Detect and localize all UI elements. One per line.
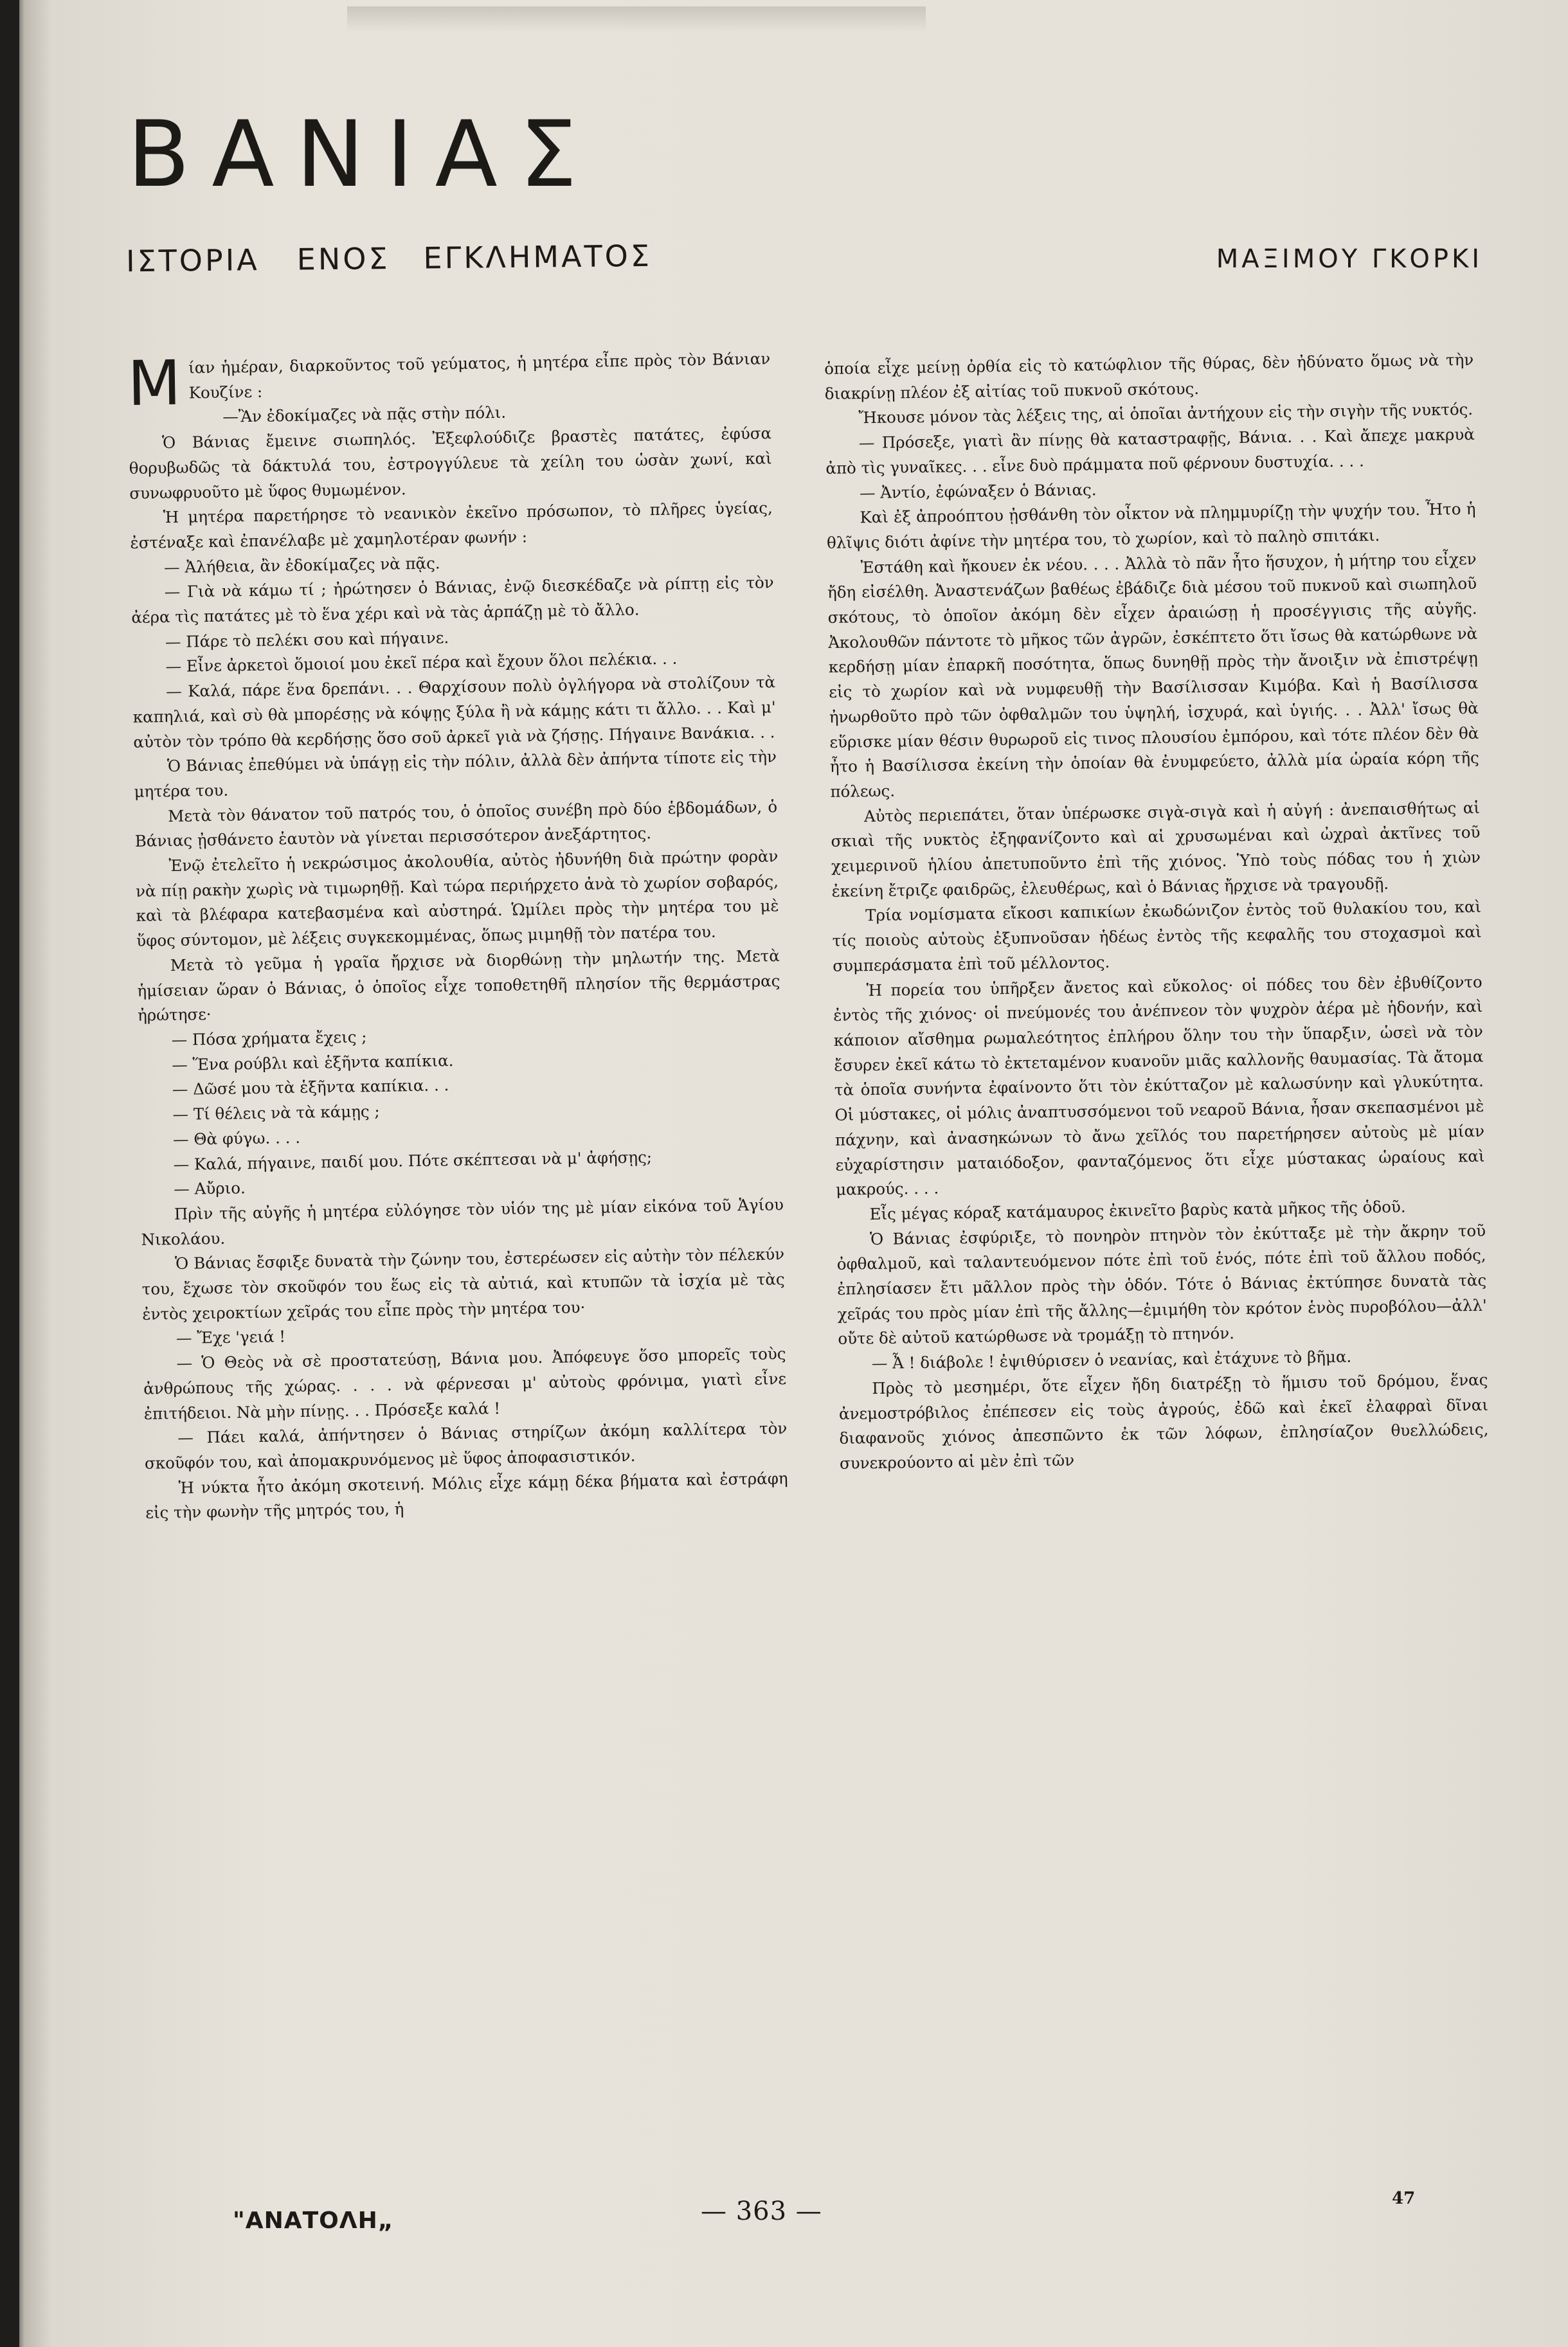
paragraph: Πρὸς τὸ μεσημέρι, ὅτε εἶχεν ἤδη διατρέξῃ τὸ ἥμισυ τοῦ δρόμου, ἕνας ἀνεμοστρόβιλος ἐπέπεσεν εἰς τοὺς ἀγρούς, ἐδῶ καὶ ἐκεῖ ἐλαφραὶ δῖναι διαφανοῦς χιόνος ἀπεσπῶντο ἐκ τῶν λόφων, ἐπλησίαζον θυελλώδεις, συνεκρούοντο αἱ μὲν ἐπὶ τῶν: [838, 1370, 1489, 1473]
paragraph: — Ἀλήθεια, ἂν ἐδοκίμαζες νὰ πᾷς.: [163, 553, 440, 577]
paragraph: ὁποία εἶχε μείνῃ ὀρθία εἰς τὸ κατώφλιον τῆς θύρας, δὲν ἠδύνατο ὅμως νὰ τὴν διακρίνῃ πλέον ἐξ αἰτίας τοῦ πυκνοῦ σκότους.: [824, 350, 1474, 403]
paragraph: — Ἔχε 'γειά !: [176, 1327, 286, 1348]
drop-cap: Μ: [127, 346, 182, 420]
left-text-column: [127, 346, 788, 1526]
paragraph: — Ἀντίο, ἐφώναξεν ὁ Βάνιας.: [859, 480, 1097, 502]
subtitle-word-1: ΙΣΤΟΡΙΑ: [125, 242, 260, 279]
paragraph: Ἡ μητέρα παρετήρησε τὸ νεανικὸν ἐκεῖνο πρόσωπον, τὸ πλῆρες ὑγείας, ἐστέναξε καὶ ἐπανέλαβε μὲ χαμηλοτέραν φωνήν :: [130, 498, 773, 552]
paragraph: Ἡ πορεία του ὑπῆρξεν ἄνετος καὶ εὔκολος· οἱ πόδες του δὲν ἐβυθίζοντο ἐντὸς τῆς χιόνος· οἱ πνεύμονές του ἀνέπνεον τὸν ψυχρὸν ἀέρα μὲ ἡδονήν, καὶ κάποιον αἴσθημα ρωμαλεότητος ἐπλήρου ὅλην του τὴν ὕπαρξιν, ὡσεὶ νὰ τὸν ἔσυρεν ἐκεῖ κάτω τὸ ἐκτεταμένον κυανοῦν μιᾶς καλλονῆς θαυμασίας. Τὰ ἄτομα τὰ ὁποῖα συνήντα ἐφαίνοντο ὅτι τὸν ἐκύτταζον μὲ καλωσύνην καὶ γλυκύτητα. Οἱ μύστακες, οἱ μόλις ἀναπτυσσόμενοι τοῦ νεαροῦ Βάνια, ἦσαν σκεπασμένοι μὲ πάχνην, καὶ ἀνασηκώνων τὸ ἄνω χεῖλός του παρετήρησεν αὐτοὺς μὲ μίαν εὐχαρίστησιν ματαιόδοξον, φανταζόμενος ὅτι εἶχε μύστακας ὡραίους καὶ μακρούς. . . .: [833, 972, 1485, 1200]
paragraph: —Ἂν ἐδοκίμαζες νὰ πᾷς στὴν πόλι.: [222, 403, 507, 427]
magazine-name: "ΑΝΑΤΟΛΗ„: [233, 2208, 394, 2234]
paragraph: — Πάρε τὸ πελέκι σου καὶ πήγαινε.: [165, 627, 449, 651]
paragraph: — Πάει καλά, ἀπήντησεν ὁ Βάνιας στηρίζων ἀκόμη καλλίτερα τὸν σκοῦφόν του, καὶ ἀπομακρυνόμενος μὲ ὕφος ἀποφασιστικόν.: [144, 1419, 788, 1473]
paragraph: — Γιὰ νὰ κάμω τί ; ἠρώτησεν ὁ Βάνιας, ἐνῷ διεσκέδαζε νὰ ρίπτῃ εἰς τὸν ἀέρα τὶς πατάτες μὲ τὸ ἕνα χέρι καὶ νὰ τὰς ἁρπάζῃ μὲ τὸ ἄλλο.: [131, 573, 774, 627]
paragraph: — Αὔριο.: [174, 1178, 246, 1199]
paragraph: Αὐτὸς περιεπάτει, ὅταν ὑπέρωσκε σιγὰ-σιγὰ καὶ ἡ αὐγή : ἀνεπαισθήτως αἱ σκιαὶ τῆς νυκτὸς ἐξηφανίζοντο καὶ αἱ χρυσωμέναι καὶ ὠχραὶ ἀκτῖνες τοῦ χειμερινοῦ ἡλίου ἀπετυποῦντο ἐπὶ τῆς χιόνος. Ὑπὸ τοὺς πόδας του ἡ χιὼν ἐκείνη ἔτριζε φαιδρῶς, ἐλευθέρως, καὶ ὁ Βάνιας ἤρχισε νὰ τραγουδῇ.: [831, 798, 1481, 901]
story-subtitle: [126, 238, 652, 279]
paragraph: Τρία νομίσματα εἴκοσι καπικίων ἐκωδώνιζον ἐντὸς τοῦ θυλακίου του, καὶ τίς ποιοὺς αὐτοὺς ἐξυπνοῦσαν ἡδέως ἐντὸς τῆς κεφαλῆς του στοχασμοὶ καὶ συμπεράσματα ἐπὶ τοῦ μέλλοντος.: [832, 897, 1482, 975]
paragraph: — Ἆ ! διάβολε ! ἐψιθύρισεν ὁ νεανίας, καὶ ἐτάχυνε τὸ βῆμα.: [871, 1347, 1352, 1373]
paragraph: Ἐνῷ ἐτελεῖτο ἡ νεκρώσιμος ἀκολουθία, αὐτὸς ἠδυνήθη διὰ πρώτην φορὰν νὰ πίῃ ρακὴν χωρὶς νὰ τιμωρηθῇ. Καὶ τώρα περιήρχετο ἀνὰ τὸ χωρίον σοβαρός, καὶ τὰ βλέφαρα κατεβασμένα καὶ αὐστηρά. Ὡμίλει πρὸς τὴν μητέρα του μὲ ὕφος σύντομον, μὲ λέξεις συγκεκομμένας, ὅπως μιμηθῇ τὸν πατέρα του.: [135, 847, 779, 951]
paragraph: Μετὰ τὸν θάνατον τοῦ πατρός του, ὁ ὁποῖος συνέβη πρὸ δύο ἑβδομάδων, ὁ Βάνιας ᾐσθάνετο ἑαυτὸν νὰ γίνεται περισσότερον ἀνεξάρτητος.: [134, 796, 778, 851]
paragraph: Μετὰ τὸ γεῦμα ἡ γραῖα ἤρχισε νὰ διορθώνῃ τὴν μηλωτήν της. Μετὰ ἡμίσειαν ὥραν ὁ Βάνιας, ὁ ὁποῖος εἶχε τοποθετηθῆ πλησίον τῆς θερμάστρας ἠρώτησε·: [137, 946, 780, 1025]
paragraph: — Τί θέλεις νὰ τὰ κάμῃς ;: [172, 1102, 380, 1124]
paragraph: Ὁ Βάνιας ἔμεινε σιωπηλός. Ἐξεφλούδιζε βραστὲς πατάτες, ἐφύσα θορυβωδῶς τὰ δάκτυλά του, ἐστρογγύλευε τὰ χείλη του ὡσὰν χωνί, καὶ συνωφρυοῦτο μὲ ὕφος θυμωμένον.: [129, 424, 772, 503]
paragraph: — Θὰ φύγω. . . .: [172, 1128, 301, 1149]
marginal-number: 47: [1392, 2189, 1416, 2208]
paragraph: Ὁ Βάνιας ἔσφιξε δυνατὰ τὴν ζώνην του, ἐστερέωσεν εἰς αὐτὴν τὸν πέλεκύν του, ἔχωσε τὸν σκοῦφόν του ἕως εἰς τὰ αὐτιά, καὶ κτυπῶν τὰ ἰσχία μὲ τὰς ἐντὸς χειροκτίων χεῖράς του εἶπε πρὸς τὴν μητέρα του·: [141, 1245, 785, 1324]
paragraph: Ἡ νύκτα ἦτο ἀκόμη σκοτεινή. Μόλις εἶχε κάμῃ δέκα βήματα καὶ ἐστράφη εἰς τὴν φωνὴν τῆς μητρός του, ἡ: [145, 1468, 788, 1523]
paragraph: Πρὶν τῆς αὐγῆς ἡ μητέρα εὐλόγησε τὸν υἱόν της μὲ μίαν εἰκόνα τοῦ Ἁγίου Νικολάου.: [141, 1195, 784, 1249]
paragraph: — Ἕνα ρούβλι καὶ ἑξῆντα καπίκια.: [172, 1050, 454, 1074]
paragraph: — Πρόσεξε, γιατὶ ἂν πίνῃς θὰ καταστραφῇς, Βάνια. . . Καὶ ἄπεχε μακρυὰ ἀπὸ τὶς γυναῖκες. . . εἶνε δυὸ πράμματα ποῦ φέρνουν δυστυχία. . . .: [825, 424, 1475, 478]
paragraph: Καὶ ἐξ ἀπροόπτου ᾐσθάνθη τὸν οἶκτον νὰ πλημμυρίζῃ τὴν ψυχήν του. Ἦτο ἡ θλῖψις διότι ἀφίνε τὴν μητέρα του, τὸ χωρίον, καὶ τὸ παληὸ σπιτάκι.: [826, 499, 1476, 552]
paragraph: Εἷς μέγας κόραξ κατάμαυρος ἐκινεῖτο βαρὺς κατὰ μῆκος τῆς ὁδοῦ.: [869, 1197, 1406, 1224]
paragraph: — Καλά, πάρε ἕνα δρεπάνι. . . Θαρχίσουν πολὺ ὀγλήγορα νὰ στολίζουν τὰ καπηλιά, καὶ σὺ θὰ μπορέσῃς νὰ κόψῃς ξύλα ἢ νὰ κάμῃς κάτι τι ἄλλο. . . Καὶ μ' αὐτὸν τὸν τρόπο θὰ κερδήσῃς ὅσο σοῦ ἀρκεῖ γιὰ νὰ ζήσῃς. Πήγαινε Βανάκια. . .: [132, 672, 776, 751]
binding-gutter: [0, 0, 19, 2347]
paragraph: Ἤκουσε μόνον τὰς λέξεις της, αἱ ὁποῖαι ἀντήχουν εἰς τὴν σιγὴν τῆς νυκτός.: [858, 400, 1473, 427]
paragraph: Ἐστάθη καὶ ἤκουεν ἐκ νέου. . . . Ἀλλὰ τὸ πᾶν ἦτο ἥσυχον, ἡ μήτηρ του εἶχεν ἤδη εἰσέλθη. Ἀναστενάζων βαθέως ἐβάδιζε διὰ μέσου τοῦ πυκνοῦ καὶ σιωπηλοῦ σκότους, τὸ ὁποῖον ἀκόμη δὲν εἶχεν ἀραιώσῃ ἡ προσέγγισις τῆς αὐγῆς. Ἀκολουθῶν πάντοτε τὸ μῆκος τῶν ἀγρῶν, ἐσκέπτετο ὅτι ἴσως θὰ κατώρθωνε νὰ κερδήσῃ μίαν ἐπαρκῆ ποσότητα, ὅπως δυνηθῇ πρὸς τὴν ἄνοιξιν νὰ ἐπιστρέψῃ εἰς τὸ χωρίον καὶ νὰ νυμφευθῇ τὴν Βασίλισσαν Κιμόβα. Καὶ ἡ Βασίλισσα ἠνωρθοῦτο πρὸ τῶν ὀφθαλμῶν του ὑψηλή, ἰσχυρά, καὶ ὑγιής. . . Ἀλλ' ἴσως θὰ εὕρισκε μίαν θέσιν θυρωροῦ εἰς τινος πλουσίου ἐμπόρου, καὶ τότε πλέον δὲν θὰ ἦτο ἡ Βασίλισσα ἐκείνη τὴν ὁποίαν θὰ ἐνυμφεύετο, ἀλλὰ μία ὡραία κόρη τῆς πόλεως.: [827, 549, 1480, 801]
paragraph: Ὁ Βάνιας ἐσφύριξε, τὸ πονηρὸν πτηνὸν τὸν ἐκύτταξε μὲ τὴν ἄκρην τοῦ ὀφθαλμοῦ, καὶ ταλαντευόμενον πότε ἐπὶ τοῦ ἑνός, πότε ἐπὶ τοῦ ἄλλου ποδός, ἐπλησίασεν ἔτι μᾶλλον πρὸς τὴν ὁδόν. Τότε ὁ Βάνιας ἐκτύπησε δυνατὰ τὰς χεῖράς του πρὸς μίαν ἐπὶ τῆς ἄλλης—ἐμιμήθη τὸν κρότον ἑνὸς πυροβόλου—ἀλλ' οὔτε δὲ αὐτοῦ κατώρθωσε νὰ τρομάξῃ τὸ πτηνόν.: [836, 1221, 1487, 1349]
paragraph: Ὁ Βάνιας ἐπεθύμει νὰ ὑπάγῃ εἰς τὴν πόλιν, ἀλλὰ δὲν ἀπήντα τίποτε εἰς τὴν μητέρα του.: [134, 747, 777, 801]
paragraph: — Ὁ Θεὸς νὰ σὲ προστατεύσῃ, Βάνια μου. Ἀπόφευγε ὅσο μπορεῖς τοὺς ἀνθρώπους τῆς χώρας. . . . νὰ φέρνεσαι μ' αὐτοὺς φρόνιμα, γιατὶ εἶνε ἐπιτήδειοι. Νὰ μὴν πίνῃς. . . Πρόσεξε καλά !: [143, 1344, 787, 1423]
paragraph: — Εἶνε ἀρκετοὶ ὅμοιοί μου ἐκεῖ πέρα καὶ ἔχουν ὅλοι πελέκια. . .: [165, 649, 678, 676]
paragraph: — Πόσα χρήματα ἔχεις ;: [171, 1027, 367, 1050]
show-through-ghost: [347, 6, 926, 32]
author-byline: ΜΑΞΙΜΟΥ ΓΚΟΡΚΙ: [1216, 244, 1482, 274]
story-title: ΒΑΝΙΑΣ: [127, 102, 599, 208]
subtitle-word-2: ΕΝΟΣ: [296, 240, 390, 277]
subtitle-word-3: ΕΓΚΛΗΜΑΤΟΣ: [423, 238, 653, 276]
page-number: — 363 —: [701, 2197, 822, 2226]
paragraph: — Καλά, πήγαινε, παιδί μου. Πότε σκέπτεσαι νὰ μ' ἀφήσῃς;: [173, 1147, 653, 1174]
paragraph: — Δῶσέ μου τὰ ἑξῆντα καπίκια. . .: [172, 1075, 449, 1099]
right-text-column: [824, 348, 1489, 1477]
paragraph: ίαν ἡμέραν, διαρκοῦντος τοῦ γεύματος, ἡ μητέρα εἶπε πρὸς τὸν Βάνιαν Κουζίνε :: [188, 349, 771, 402]
